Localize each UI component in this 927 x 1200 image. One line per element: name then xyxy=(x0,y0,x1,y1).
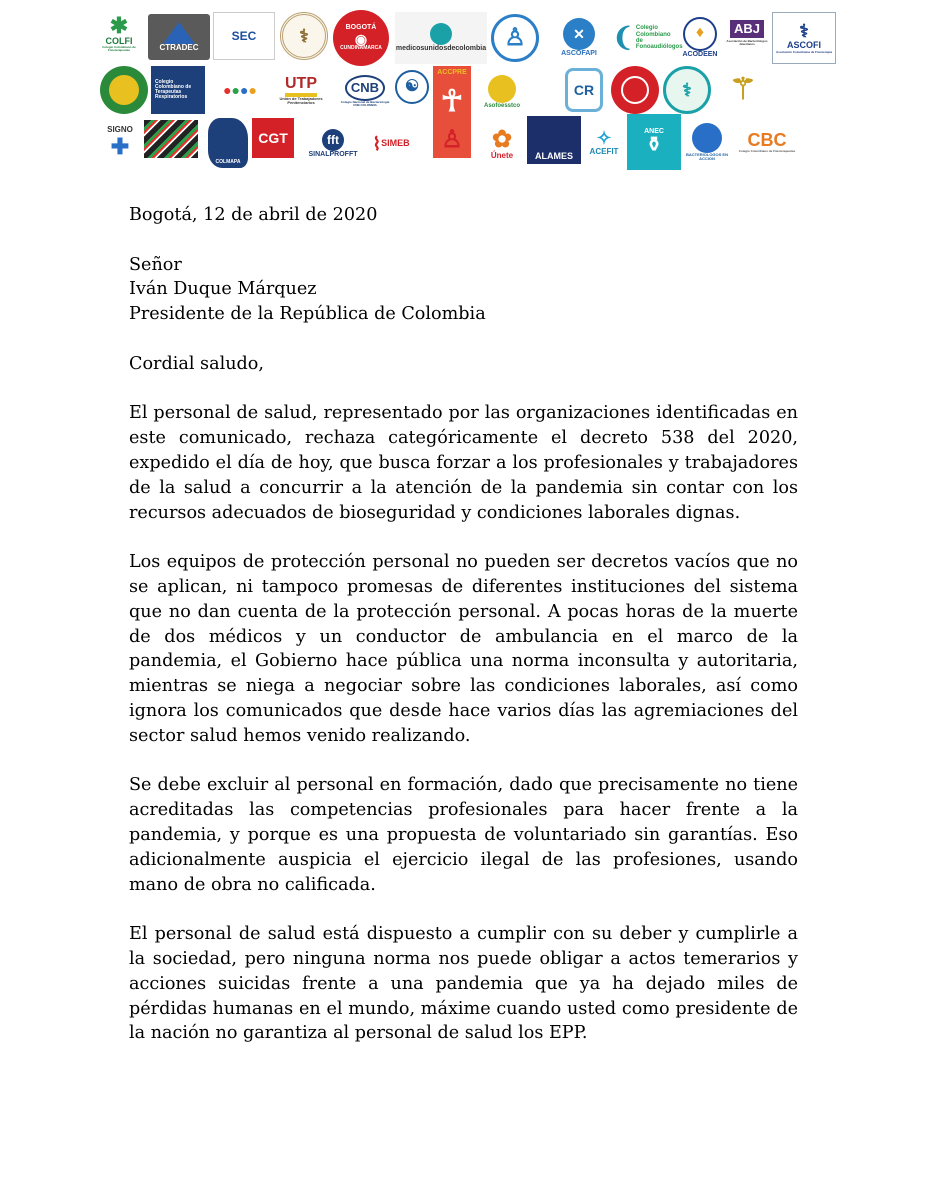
abj-logo: ABJ Asociación de Bacteriólogos Javerianos xyxy=(726,21,768,46)
signo-logo: SIGNO ✚ xyxy=(107,125,133,159)
figure-icon: ♙ xyxy=(441,126,463,154)
asofoesstco-logo: Asofoesstco xyxy=(480,66,524,118)
sinalproft-logo: fft SINALPROFFT xyxy=(303,120,363,168)
cgt-logo: CGT xyxy=(252,118,294,158)
paragraph: Los equipos de protección personal no pueden ser decretos vacíos que no se aplican, ni tampoco promesas de diferentes instituciones del sistema que no dan cuenta de la protección personal. A pocas horas de la muerte de dos médicos y un conductor de ambulancia en el marco de la pandemia, el Gobierno hace pública una norma inconsulta y autoritaria, mientras se niega a negociar sobre las condiciones laborales, así como ignora los comunicados que desde hace varios días las agremiaciones del sector salud hemos venido realizando. xyxy=(129,552,798,746)
organization-logos-banner xyxy=(95,8,840,168)
red-circle-logo xyxy=(611,66,659,114)
blue-figure-logo xyxy=(491,14,539,62)
cnb-logo: CNB Colegio Nacional de Bacteriología CNB COLOMBIA xyxy=(338,66,392,116)
recipient-name: Iván Duque Márquez xyxy=(129,279,317,300)
person-icon xyxy=(430,23,452,45)
unete-logo: ✿ Únete xyxy=(490,126,514,161)
red-figure-logo xyxy=(433,120,471,160)
green-circle-logo: ⚕ xyxy=(663,66,711,114)
bacteriologos-en-accion-logo: BACTERIOLOGOS EN ACCION xyxy=(683,116,731,168)
accpre-logo: ACCPRE ☥ xyxy=(433,66,471,158)
cr-logo: CR xyxy=(565,68,603,112)
alames-logo: ALAMES xyxy=(527,116,581,164)
paragraph: El personal de salud, representado por las organizaciones identificadas en este comunicado, rechaza categóricamente el decreto 538 del 2020, expedido el día de hoy, que busca forzar a los profesionales y trabajadores de la salud a concurrir a la atención de la pandemia sin contar con los recursos adecuados de bioseguridad y condiciones laborales dignas. xyxy=(129,403,798,523)
caduceus-icon: ⚚ xyxy=(729,73,757,107)
seccion-logo: SEC xyxy=(213,12,275,60)
colmapa-logo: COLMAPA xyxy=(208,118,248,168)
greeting: Cordial saludo, xyxy=(129,353,264,374)
letter-body xyxy=(129,203,798,1046)
recipient-position: Presidente de la República de Colombia xyxy=(129,304,486,325)
asociacion-seal-logo xyxy=(280,12,328,60)
circle-emblem-logo: ☯ xyxy=(395,70,429,104)
figure-icon: ☥ xyxy=(440,85,464,119)
caduceus-icon: ⚕ xyxy=(799,21,809,42)
ctradec-logo: CTRADEC xyxy=(148,14,210,60)
ascofi-logo: ⚕ ASCOFI Asociación Colombiana de Fisioterapia xyxy=(772,12,836,64)
salutation-title: Señor xyxy=(129,254,182,275)
caduceus-logo xyxy=(721,66,765,114)
striped-logo xyxy=(144,120,198,158)
colfi-logo: ✱ COLFI Colegio Colombiano de Fisioterapeutas xyxy=(102,12,136,53)
bogota-cundinamarca-logo: BOGOTÁ ◉ CUNDINAMARCA xyxy=(333,10,389,66)
person-icon: ♙ xyxy=(504,24,526,52)
colorful-people-logo: ● ● ● ● xyxy=(223,81,257,98)
ascofapi-logo: ✕ ASCOFAPI xyxy=(553,12,605,64)
medicosunidos-logo: medicosunidosdecolombia xyxy=(395,12,487,64)
seal-icon: ⚕ xyxy=(299,25,309,46)
seal-icon: ◉ xyxy=(354,30,368,47)
anec-logo: ANEC ⚱ xyxy=(627,114,681,170)
paragraph: El personal de salud está dispuesto a cumplir con su deber y cumplirle a la sociedad, pero ninguna norma nos puede obligar a actos temerarios y acciones suicidas frente a una pandemia que ya ha dejado miles de pérdidas humanas en el mundo, máxime cuando usted como presidente de la nación no garantiza al personal de salud los EPP. xyxy=(129,924,798,1044)
simeb-logo: ⌇ SIMEB xyxy=(372,133,410,154)
cbc-logo: CBC Colegio Colombiano de Fisioterapeutas xyxy=(738,129,796,153)
colegio-terapeutas-respiratorios-logo: Colegio Colombiano de Terapeutas Respiratorios xyxy=(151,66,205,114)
acefit-logo: ✧ ACEFIT xyxy=(589,128,619,157)
sincolbac-logo xyxy=(100,66,148,114)
colegio-fonoaudiologos-logo: ❨ Colegio Colombiano de Fonoaudiólogos xyxy=(612,22,683,53)
acodeen-logo: ♦ ACODEEN xyxy=(677,12,723,64)
utp-logo: UTP Unión de Trabajadores Penitenciarios xyxy=(279,75,323,106)
paragraph: Se debe excluir al personal en formación, dado que precisamente no tiene acreditadas las competencias profesionales para hacer frente a la pandemia, y porque es una propuesta de voluntariado sin garantías. Eso adicionalmente auspicia el ejercicio ilegal de las profesiones, usando mano de obra no calificada. xyxy=(129,775,798,895)
date-line: Bogotá, 12 de abril de 2020 xyxy=(129,205,378,225)
